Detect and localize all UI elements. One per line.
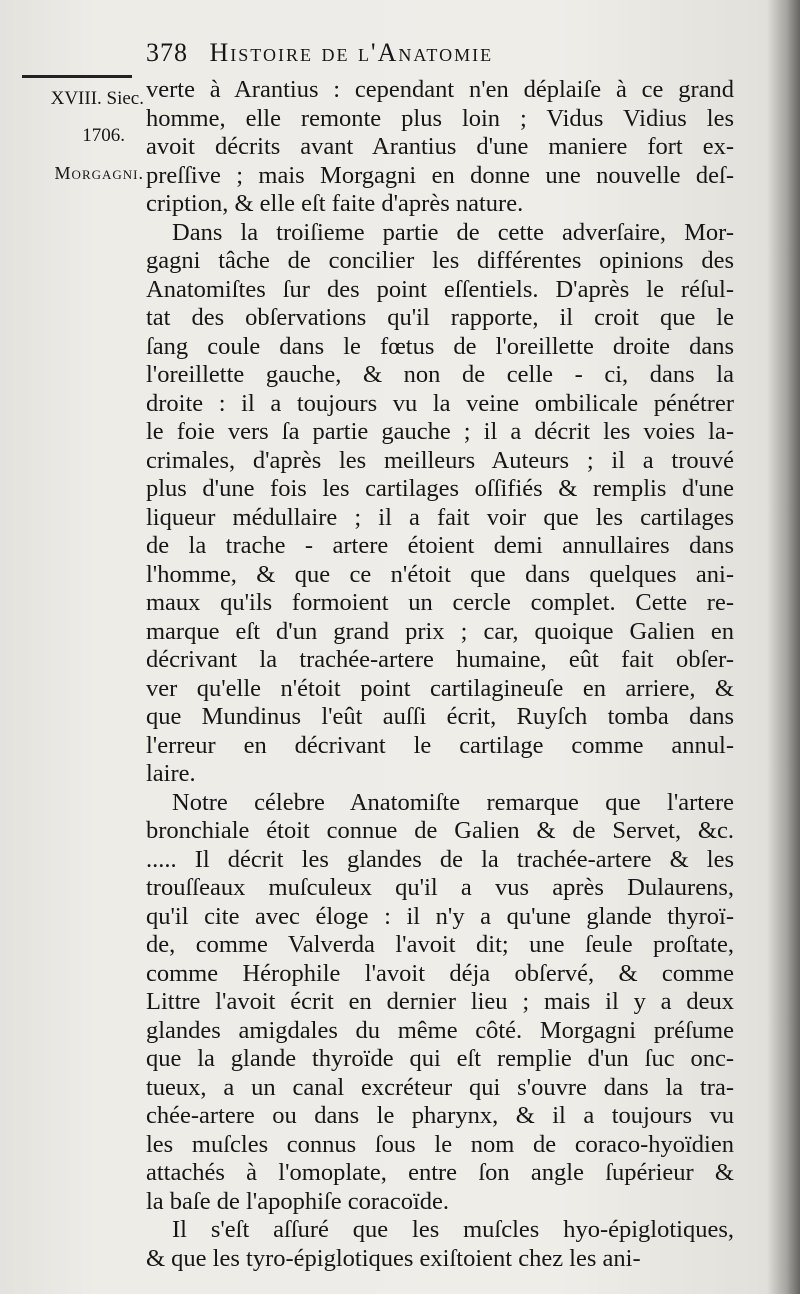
text-line: avoit décrits avant Arantius d'une maniere fort ex- <box>146 133 734 160</box>
text-line: l'oreillette gauche, & non de celle - ci, dans la <box>146 361 734 388</box>
text-line: qu'il cite avec éloge : il n'y a qu'une glande thyroï- <box>146 902 734 930</box>
text-line: tat des obſervations qu'il rapporte, il croit que le <box>146 304 734 331</box>
text-line: & que les tyro-épiglotiques exiſtoient chez les ani- <box>146 1244 641 1272</box>
text-line: glandes amigdales du même côté. Morgagni préſume <box>146 1016 734 1044</box>
text-line: ſang coule dans le fœtus de l'oreillette droite dans <box>146 332 734 360</box>
running-title: Histoire de l'Anatomie <box>209 38 494 67</box>
margin-author: Morgagni. <box>54 163 144 183</box>
margin-rule <box>22 75 132 78</box>
paragraph <box>146 1216 734 1273</box>
text-line: les muſcles connus ſous le nom de coraco-hyoïdien <box>146 1130 734 1158</box>
page-number: 378 <box>146 38 188 67</box>
text-line: que la glande thyroïde qui eſt remplie d'un ſuc onc- <box>146 1045 734 1072</box>
binding-shadow <box>766 0 800 1294</box>
text-line: que Mundinus l'eût auſſi écrit, Ruyſch tomba dans <box>146 703 734 730</box>
text-line: comme Hérophile l'avoit déja obſervé, & comme <box>146 959 734 987</box>
paragraph <box>146 219 734 789</box>
text-line: maux qu'ils formoient un cercle complet. Cette re- <box>146 589 734 616</box>
text-line: Notre célebre Anatomiſte remarque que l'artere <box>172 788 734 816</box>
running-header <box>146 38 756 72</box>
text-line: Littre l'avoit écrit en dernier lieu ; mais il y a deux <box>146 988 734 1015</box>
text-line: preſſive ; mais Morgagni en donne une nouvelle deſ- <box>146 161 734 189</box>
text-line: le foie vers ſa partie gauche ; il a décrit les voies la- <box>146 418 734 445</box>
text-line: décrivant la trachée-artere humaine, eût fait obſer- <box>146 646 734 673</box>
text-line: la baſe de l'apophiſe coracoïde. <box>146 1187 450 1215</box>
text-line: laire. <box>146 760 196 787</box>
text-line: attachés à l'omoplate, entre ſon angle ſupérieur & <box>146 1159 734 1186</box>
text-line: cription, & elle eſt faite d'après nature. <box>146 190 524 217</box>
text-line: ver qu'elle n'étoit point cartilagineuſe en arriere, & <box>146 674 734 702</box>
text-line: marque eſt d'un grand prix ; car, quoique Galien en <box>146 617 734 645</box>
text-line: gagni tâche de concilier les différentes opinions des <box>146 247 734 274</box>
paragraph <box>146 789 734 1217</box>
text-line: plus d'une fois les cartilages oſſifiés & remplis d'une <box>146 475 734 502</box>
text-line: trouſſeaux muſculeux qu'il a vus après Dulaurens, <box>146 874 734 901</box>
text-line: liqueur médullaire ; il a fait voir que les cartilages <box>146 503 734 531</box>
margin-century: XVIII. Siec. <box>50 88 144 109</box>
text-line: l'erreur en décrivant le cartilage comme annul- <box>146 731 734 759</box>
paragraph <box>146 76 734 219</box>
text-line: Il s'eſt aſſuré que les muſcles hyo-épiglotiques, <box>172 1216 734 1243</box>
text-line: crimales, d'après les meilleurs Auteurs ; il a trouvé <box>146 446 734 474</box>
text-line: chée-artere ou dans le pharynx, & il a toujours vu <box>146 1102 734 1129</box>
body-text <box>146 76 734 1273</box>
text-line: droite : il a toujours vu la veine ombilicale pénétrer <box>146 389 734 417</box>
text-line: homme, elle remonte plus loin ; Vidus Vidius les <box>146 104 734 132</box>
margin-year: 1706. <box>82 125 125 146</box>
text-line: tueux, a un canal excréteur qui s'ouvre dans la tra- <box>146 1073 734 1101</box>
text-line: Anatomiſtes ſur des point eſſentiels. D'après le réſul- <box>146 275 734 303</box>
text-line: de la trache - artere étoient demi annullaires dans <box>146 532 734 559</box>
text-line: bronchiale étoit connue de Galien & de Servet, &c. <box>146 817 734 844</box>
text-line: Dans la troiſieme partie de cette adverſaire, Mor- <box>172 218 734 246</box>
text-line: de, comme Valverda l'avoit dit; une ſeule proſtate, <box>146 931 734 958</box>
text-line: verte à Arantius : cependant n'en déplaiſe à ce grand <box>146 76 734 103</box>
text-line: ..... Il décrit les glandes de la trachée-artere & les <box>146 845 734 873</box>
text-line: l'homme, & que ce n'étoit que dans quelques ani- <box>146 560 734 588</box>
